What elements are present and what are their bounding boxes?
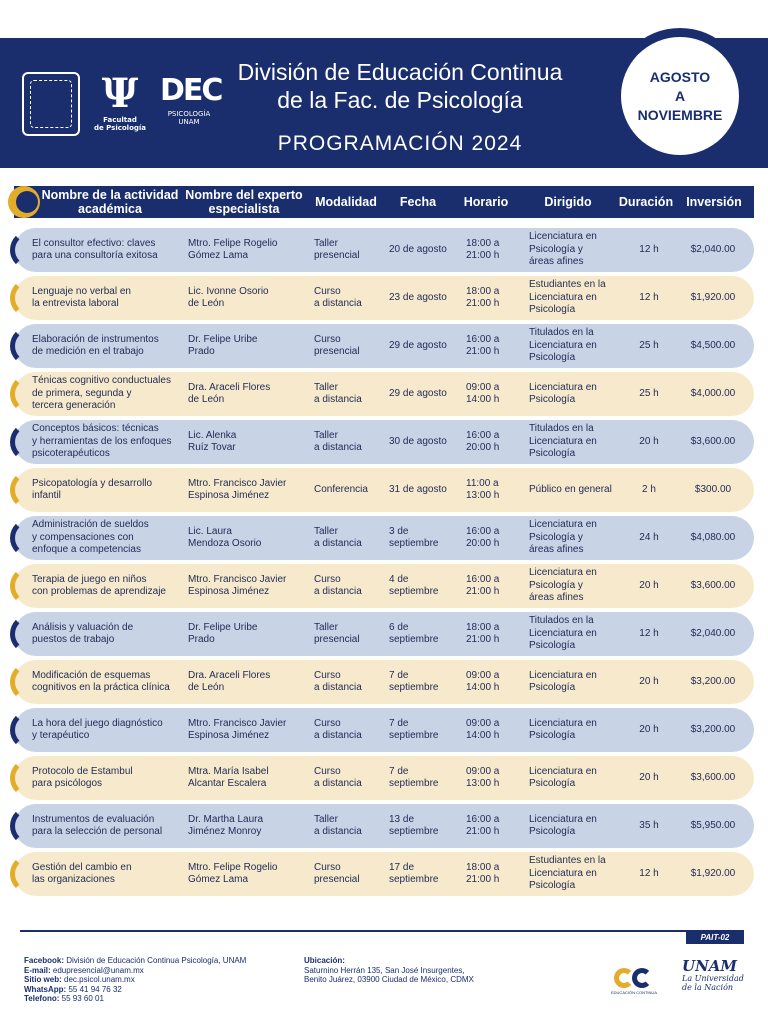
cell-duration: 20 h bbox=[639, 675, 659, 687]
cell-schedule: 09:00 a 14:00 h bbox=[466, 717, 500, 741]
dec-logo-line2: UNAM bbox=[178, 118, 200, 126]
cell-activity-name: Lenguaje no verbal en la entrevista laboral bbox=[32, 285, 131, 309]
psi-logo-line2: de Psicología bbox=[93, 124, 147, 132]
cell-modality: Taller presencial bbox=[314, 621, 360, 645]
cell-activity-name: Ténicas cognitivo conductuales de primera, segunda y tercera generación bbox=[32, 375, 171, 412]
header-cap-ornament bbox=[8, 186, 40, 218]
cell-schedule: 16:00 a 21:00 h bbox=[466, 573, 500, 597]
table-row bbox=[14, 852, 754, 896]
cell-modality: Curso a distancia bbox=[314, 573, 362, 597]
cell-date: 13 de septiembre bbox=[389, 813, 439, 837]
cell-price: $1,920.00 bbox=[690, 291, 736, 303]
cell-activity-name: Protocolo de Estambul para psicólogos bbox=[32, 765, 133, 789]
dec-logo-line1: PSICOLOGÍA bbox=[167, 110, 211, 118]
cell-duration: 25 h bbox=[639, 387, 659, 399]
cell-schedule: 18:00 a 21:00 h bbox=[466, 621, 500, 645]
contact-block bbox=[24, 956, 246, 1004]
cell-modality: Taller a distancia bbox=[314, 525, 362, 549]
cell-modality: Curso a distancia bbox=[314, 669, 362, 693]
cell-price: $3,200.00 bbox=[690, 723, 736, 735]
cell-expert-name: Dr. Felipe Uribe Prado bbox=[188, 333, 258, 357]
cell-date: 7 de septiembre bbox=[389, 717, 439, 741]
table-row bbox=[14, 324, 754, 368]
contact-whatsapp[interactable]: WhatsApp: 55 41 94 76 32 bbox=[24, 984, 122, 994]
cell-modality: Conferencia bbox=[314, 483, 368, 495]
cell-duration: 24 h bbox=[639, 531, 659, 543]
cell-schedule: 18:00 a 21:00 h bbox=[466, 237, 500, 261]
cell-modality: Taller presencial bbox=[314, 237, 360, 261]
location-line2: Benito Juárez, 03900 Ciudad de México, CDMX bbox=[304, 975, 474, 984]
header-expert: Nombre del experto especialista bbox=[185, 188, 303, 216]
cell-modality: Curso presencial bbox=[314, 861, 360, 885]
cell-expert-name: Dra. Araceli Flores de León bbox=[188, 669, 271, 693]
cell-expert-name: Lic. Alenka Ruíz Tovar bbox=[188, 429, 237, 453]
cell-price: $3,200.00 bbox=[690, 675, 736, 687]
header-modality: Modalidad bbox=[315, 195, 377, 209]
date-range-badge bbox=[612, 28, 748, 164]
table-row bbox=[14, 708, 754, 752]
cell-activity-name: Modificación de esquemas cognitivos en la práctica clínica bbox=[32, 669, 170, 693]
logos-group bbox=[22, 70, 222, 138]
table-header bbox=[14, 186, 754, 218]
cell-modality: Curso a distancia bbox=[314, 765, 362, 789]
cell-date: 6 de septiembre bbox=[389, 621, 439, 645]
page-subtitle: PROGRAMACIÓN 2024 bbox=[277, 132, 523, 155]
cell-date: 31 de agosto bbox=[389, 483, 447, 495]
cell-modality: Taller a distancia bbox=[314, 813, 362, 837]
location-line1: Saturnino Herrán 135, San José Insurgentes, bbox=[304, 965, 465, 975]
table-row bbox=[14, 372, 754, 416]
cell-duration: 20 h bbox=[639, 579, 659, 591]
document-code: PAIT-02 bbox=[686, 931, 744, 944]
unam-footer-logo-big: UNAM bbox=[682, 957, 738, 975]
contact-phone[interactable]: Telefono: 55 93 60 01 bbox=[24, 994, 104, 1003]
cell-expert-name: Mtro. Felipe Rogelio Gómez Lama bbox=[188, 237, 278, 261]
table-row bbox=[14, 804, 754, 848]
cell-duration: 2 h bbox=[642, 483, 656, 495]
footer-divider bbox=[20, 930, 744, 932]
title-line1: División de Educación Continua bbox=[237, 59, 563, 85]
contact-website[interactable]: Sitio web: dec.psicol.unam.mx bbox=[24, 975, 135, 984]
cell-date: 3 de septiembre bbox=[389, 525, 439, 549]
cell-audience: Licenciatura en Psicología bbox=[529, 813, 597, 837]
cell-activity-name: El consultor efectivo: claves para una consultoría exitosa bbox=[32, 237, 158, 261]
cell-duration: 12 h bbox=[639, 291, 659, 303]
cell-schedule: 09:00 a 14:00 h bbox=[466, 669, 500, 693]
table-row bbox=[14, 612, 754, 656]
psychology-faculty-logo bbox=[90, 72, 150, 136]
cell-activity-name: Instrumentos de evaluación para la selección de personal bbox=[32, 813, 163, 837]
cell-price: $3,600.00 bbox=[690, 771, 736, 783]
header-date: Fecha bbox=[399, 195, 437, 209]
cell-audience: Licenciatura en Psicología y áreas afines bbox=[529, 519, 597, 556]
cell-audience: Estudiantes en la Licenciatura en Psicología bbox=[529, 855, 606, 892]
cell-duration: 20 h bbox=[639, 771, 659, 783]
cell-duration: 20 h bbox=[639, 435, 659, 447]
cell-activity-name: Psicopatología y desarrollo infantil bbox=[32, 477, 153, 501]
cell-modality: Curso presencial bbox=[314, 333, 360, 357]
cell-modality: Curso a distancia bbox=[314, 285, 362, 309]
psi-icon: Ψ bbox=[101, 70, 139, 117]
cell-expert-name: Mtra. María Isabel Alcantar Escalera bbox=[188, 765, 269, 789]
cell-price: $3,600.00 bbox=[690, 435, 736, 447]
contact-facebook[interactable]: Facebook: División de Educación Continua Psicología, UNAM bbox=[24, 956, 247, 965]
cell-expert-name: Mtro. Felipe Rogelio Gómez Lama bbox=[188, 861, 278, 885]
cell-schedule: 16:00 a 21:00 h bbox=[466, 333, 500, 357]
dec-footer-logo bbox=[606, 966, 662, 1004]
cell-audience: Titulados en la Licenciatura en Psicología bbox=[529, 615, 597, 652]
cell-price: $4,500.00 bbox=[690, 339, 736, 351]
location-block bbox=[304, 956, 474, 985]
cell-price: $300.00 bbox=[694, 483, 732, 495]
cell-price: $4,000.00 bbox=[690, 387, 736, 399]
cell-duration: 20 h bbox=[639, 723, 659, 735]
unam-footer-logo bbox=[682, 958, 744, 998]
cell-audience: Licenciatura en Psicología y áreas afines bbox=[529, 231, 597, 268]
badge-line3: NOVIEMBRE bbox=[637, 106, 723, 123]
cell-expert-name: Lic. Ivonne Osorio de León bbox=[188, 285, 269, 309]
cell-activity-name: Análisis y valuación de puestos de trabajo bbox=[32, 621, 134, 645]
table-row bbox=[14, 564, 754, 608]
badge-line1: AGOSTO bbox=[649, 68, 711, 85]
cell-date: 7 de septiembre bbox=[389, 669, 439, 693]
cell-duration: 25 h bbox=[639, 339, 659, 351]
cell-date: 7 de septiembre bbox=[389, 765, 439, 789]
cell-modality: Curso a distancia bbox=[314, 717, 362, 741]
table-row bbox=[14, 660, 754, 704]
table-row bbox=[14, 228, 754, 272]
unam-footer-logo-small: La Universidad de la Nación bbox=[682, 974, 744, 992]
page-title bbox=[195, 58, 605, 114]
cell-date: 29 de agosto bbox=[389, 387, 447, 399]
cell-audience: Titulados en la Licenciatura en Psicología bbox=[529, 327, 597, 364]
badge-line2: A bbox=[674, 87, 686, 104]
cell-date: 30 de agosto bbox=[389, 435, 447, 447]
cell-activity-name: Conceptos básicos: técnicas y herramientas de los enfoques psicoterapéuticos bbox=[32, 423, 172, 460]
cell-duration: 12 h bbox=[639, 627, 659, 639]
cell-activity-name: Elaboración de instrumentos de medición en el trabajo bbox=[32, 333, 159, 357]
header-duration: Duración bbox=[618, 195, 674, 209]
cell-modality: Taller a distancia bbox=[314, 381, 362, 405]
contact-email[interactable]: E-mail: edupresencial@unam.mx bbox=[24, 965, 144, 975]
cell-expert-name: Dra. Araceli Flores de León bbox=[188, 381, 271, 405]
header-price: Inversión bbox=[686, 195, 742, 209]
cell-expert-name: Lic. Laura Mendoza Osorio bbox=[188, 525, 262, 549]
cell-date: 17 de septiembre bbox=[389, 861, 439, 885]
cell-audience: Licenciatura en Psicología bbox=[529, 765, 597, 789]
title-line2: de la Fac. de Psicología bbox=[277, 87, 523, 113]
cell-schedule: 09:00 a 13:00 h bbox=[466, 765, 500, 789]
cell-date: 20 de agosto bbox=[389, 243, 447, 255]
cell-audience: Licenciatura en Psicología bbox=[529, 669, 597, 693]
cell-audience: Licenciatura en Psicología bbox=[529, 717, 597, 741]
cell-date: 29 de agosto bbox=[389, 339, 447, 351]
cell-audience: Público en general bbox=[529, 483, 612, 495]
cell-duration: 12 h bbox=[639, 867, 659, 879]
cell-price: $5,950.00 bbox=[690, 819, 736, 831]
dec-footer-logo-text: EDUCACIÓN CONTINUA bbox=[610, 990, 657, 995]
cell-schedule: 18:00 a 21:00 h bbox=[466, 861, 500, 885]
cell-duration: 12 h bbox=[639, 243, 659, 255]
table-row bbox=[14, 756, 754, 800]
cell-schedule: 09:00 a 14:00 h bbox=[466, 381, 500, 405]
table-row bbox=[14, 516, 754, 560]
cell-expert-name: Dr. Felipe Uribe Prado bbox=[188, 621, 258, 645]
header-name: Nombre de la actividad académica bbox=[41, 188, 179, 216]
cell-price: $3,600.00 bbox=[690, 579, 736, 591]
cell-expert-name: Mtro. Francisco Javier Espinosa Jiménez bbox=[188, 573, 287, 597]
unam-shield-logo bbox=[22, 72, 80, 136]
cell-duration: 35 h bbox=[639, 819, 659, 831]
cell-schedule: 11:00 a 13:00 h bbox=[466, 477, 500, 501]
cell-schedule: 16:00 a 20:00 h bbox=[466, 429, 500, 453]
cell-activity-name: La hora del juego diagnóstico y terapéutico bbox=[32, 717, 163, 741]
cell-expert-name: Mtro. Francisco Javier Espinosa Jiménez bbox=[188, 717, 287, 741]
cell-date: 4 de septiembre bbox=[389, 573, 439, 597]
cell-schedule: 18:00 a 21:00 h bbox=[466, 285, 500, 309]
cell-date: 23 de agosto bbox=[389, 291, 447, 303]
cell-price: $4,080.00 bbox=[690, 531, 736, 543]
cell-price: $2,040.00 bbox=[690, 627, 736, 639]
table-row bbox=[14, 468, 754, 512]
dec-icon: DEC bbox=[160, 73, 222, 108]
cell-expert-name: Mtro. Francisco Javier Espinosa Jiménez bbox=[188, 477, 287, 501]
cell-activity-name: Administración de sueldos y compensaciones con enfoque a competencias bbox=[32, 519, 149, 556]
cell-audience: Estudiantes en la Licenciatura en Psicología bbox=[529, 279, 606, 316]
cell-expert-name: Dr. Martha Laura Jiménez Monroy bbox=[188, 813, 264, 837]
location-header: Ubicación: bbox=[304, 956, 345, 965]
cell-audience: Licenciatura en Psicología y áreas afines bbox=[529, 567, 597, 604]
cell-activity-name: Terapia de juego en niños con problemas de aprendizaje bbox=[32, 573, 166, 597]
psi-logo-line1: Facultad bbox=[103, 116, 137, 124]
cell-audience: Licenciatura en Psicología bbox=[529, 381, 597, 405]
cell-activity-name: Gestión del cambio en las organizaciones bbox=[32, 861, 132, 885]
cell-price: $2,040.00 bbox=[690, 243, 736, 255]
cell-schedule: 16:00 a 20:00 h bbox=[466, 525, 500, 549]
cell-price: $1,920.00 bbox=[690, 867, 736, 879]
cell-schedule: 16:00 a 21:00 h bbox=[466, 813, 500, 837]
cell-modality: Taller a distancia bbox=[314, 429, 362, 453]
header-audience: Dirigido bbox=[544, 195, 592, 209]
table-row bbox=[14, 420, 754, 464]
table-row bbox=[14, 276, 754, 320]
cell-audience: Titulados en la Licenciatura en Psicología bbox=[529, 423, 597, 460]
header-hours: Horario bbox=[463, 195, 509, 209]
